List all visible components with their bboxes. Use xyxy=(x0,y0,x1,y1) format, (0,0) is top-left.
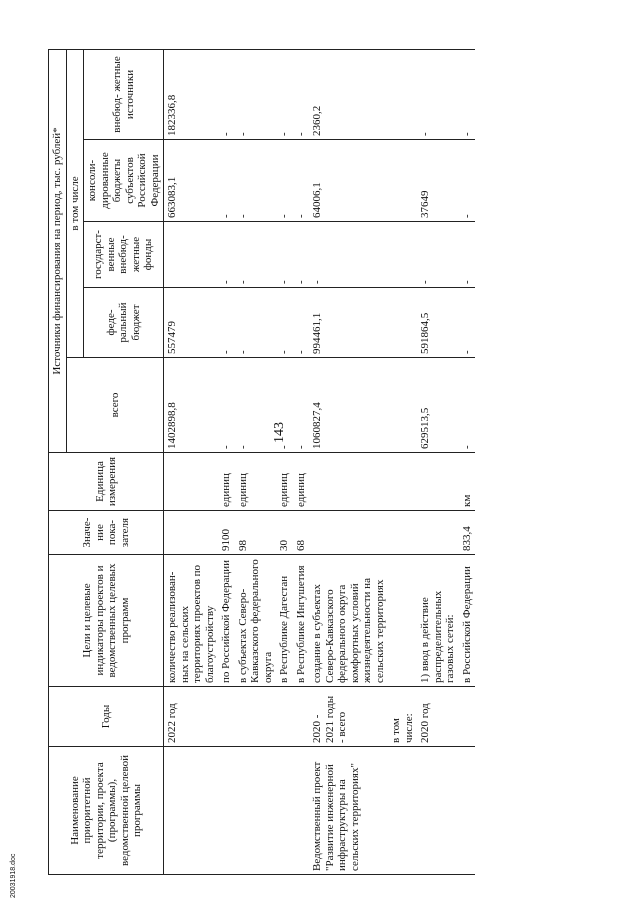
cell-value xyxy=(309,511,388,555)
header-years: Годы xyxy=(49,687,164,747)
cell-name xyxy=(235,747,277,875)
cell-goal: 1) ввод в действие распределительных газовых сетей: xyxy=(417,555,459,687)
cell-extra: - xyxy=(235,49,277,139)
cell-extra: - xyxy=(293,49,310,139)
cell-years: 2020 - 2021 годы - всего xyxy=(309,687,388,747)
cell-federal: 994461,1 xyxy=(309,288,388,358)
cell-name xyxy=(459,747,476,875)
cell-value xyxy=(388,511,417,555)
table-row xyxy=(276,49,293,874)
cell-years: 2020 год xyxy=(417,687,459,747)
header-goals: Цели и целевые индикаторы проектов и ведомственных целевых программ xyxy=(49,555,164,687)
cell-federal: - xyxy=(293,288,310,358)
cell-value: 98 xyxy=(235,511,277,555)
header-federal: феде- ральный бюджет xyxy=(84,288,164,358)
table-row xyxy=(459,49,476,874)
cell-years: в том числе: xyxy=(388,687,417,747)
cell-state-funds xyxy=(388,222,417,288)
header-sources: Источники финансирования на период, тыс. рублей* xyxy=(49,49,67,452)
table-row xyxy=(293,49,310,874)
table-row xyxy=(309,49,388,874)
cell-total: - xyxy=(293,358,310,453)
header-unit: Единица измерения xyxy=(49,453,164,511)
header-total: всего xyxy=(66,358,164,453)
cell-extra: - xyxy=(417,49,459,139)
table-row xyxy=(218,49,235,874)
cell-consolidated: - xyxy=(218,140,235,222)
cell-consolidated: - xyxy=(459,140,476,222)
cell-total: - xyxy=(459,358,476,453)
cell-unit xyxy=(309,453,388,511)
cell-goal: количество реализован- ных на сельских территориях проектов по благоустройству xyxy=(164,555,219,687)
cell-value: 68 xyxy=(293,511,310,555)
cell-unit: единиц xyxy=(293,453,310,511)
cell-years xyxy=(293,687,310,747)
cell-total: 629513,5 xyxy=(417,358,459,453)
page-number: 143 xyxy=(272,422,287,443)
cell-extra: - xyxy=(276,49,293,139)
cell-extra: 2360,2 xyxy=(309,49,388,139)
cell-state-funds: - xyxy=(235,222,277,288)
cell-state-funds: - xyxy=(459,222,476,288)
cell-goal: в Республике Дагестан xyxy=(276,555,293,687)
cell-state-funds: - xyxy=(309,222,388,288)
cell-total: - xyxy=(218,358,235,453)
cell-name xyxy=(276,747,293,875)
financing-table xyxy=(48,49,475,875)
cell-unit: единиц xyxy=(235,453,277,511)
header-consolidated: консоли- дированные бюджеты субъектов Российской Федерации xyxy=(84,140,164,222)
cell-state-funds: - xyxy=(293,222,310,288)
cell-state-funds: - xyxy=(276,222,293,288)
cell-total: 1402898,8 xyxy=(164,358,219,453)
table-body xyxy=(164,49,476,874)
cell-goal xyxy=(388,555,417,687)
cell-federal: - xyxy=(276,288,293,358)
cell-federal: 591864,5 xyxy=(417,288,459,358)
cell-unit xyxy=(417,453,459,511)
cell-total: - xyxy=(276,358,293,453)
cell-federal: - xyxy=(459,288,476,358)
cell-years: 2022 год xyxy=(164,687,219,747)
cell-extra: - xyxy=(459,49,476,139)
rotated-table-container xyxy=(48,50,628,875)
cell-years xyxy=(459,687,476,747)
cell-consolidated: - xyxy=(293,140,310,222)
cell-consolidated: - xyxy=(235,140,277,222)
cell-years xyxy=(218,687,235,747)
cell-value: 30 xyxy=(276,511,293,555)
cell-total: - xyxy=(235,358,277,453)
cell-extra: - xyxy=(218,49,235,139)
cell-goal: по Российской Федерации xyxy=(218,555,235,687)
header-state-funds: государст- венные внебюд- жетные фонды xyxy=(84,222,164,288)
cell-goal: в Республике Ингушетия xyxy=(293,555,310,687)
cell-name xyxy=(388,747,417,875)
cell-consolidated: 64006,1 xyxy=(309,140,388,222)
cell-total xyxy=(388,358,417,453)
document-code: 20031918.doc xyxy=(10,853,17,898)
cell-federal: - xyxy=(235,288,277,358)
cell-name xyxy=(417,747,459,875)
cell-name xyxy=(218,747,235,875)
header-including: в том числе xyxy=(66,49,84,357)
cell-unit: единиц xyxy=(276,453,293,511)
cell-goal: в Российской Федерации xyxy=(459,555,476,687)
cell-years xyxy=(276,687,293,747)
cell-consolidated: 37649 xyxy=(417,140,459,222)
table-row xyxy=(235,49,277,874)
cell-value: 833,4 xyxy=(459,511,476,555)
cell-unit: единиц xyxy=(218,453,235,511)
cell-unit xyxy=(164,453,219,511)
cell-name: Ведомственный проект "Развитие инженерной инфраструктуры на сельских территориях" xyxy=(309,747,388,875)
cell-total: 1060827,4 xyxy=(309,358,388,453)
cell-extra: 182336,8 xyxy=(164,49,219,139)
cell-unit: км xyxy=(459,453,476,511)
header-name: Наименование приоритетной территории, проекта (программы), ведомственной целевой программы xyxy=(49,747,164,875)
cell-federal: 557479 xyxy=(164,288,219,358)
cell-federal xyxy=(388,288,417,358)
header-value: Значе- ние пока- зателя xyxy=(49,511,164,555)
cell-consolidated xyxy=(388,140,417,222)
cell-federal: - xyxy=(218,288,235,358)
table-row xyxy=(388,49,417,874)
header-extrabudget: внебюд- жетные источники xyxy=(84,49,164,139)
cell-years xyxy=(235,687,277,747)
cell-state-funds: - xyxy=(417,222,459,288)
cell-goal: в субъектах Северо- Кавказского федерального округа xyxy=(235,555,277,687)
cell-value xyxy=(417,511,459,555)
cell-extra xyxy=(388,49,417,139)
cell-consolidated: 663083,1 xyxy=(164,140,219,222)
table-row xyxy=(417,49,459,874)
cell-name xyxy=(293,747,310,875)
cell-value: 9100 xyxy=(218,511,235,555)
table-row xyxy=(164,49,219,874)
cell-consolidated: - xyxy=(276,140,293,222)
cell-value xyxy=(164,511,219,555)
cell-unit xyxy=(388,453,417,511)
cell-state-funds xyxy=(164,222,219,288)
cell-state-funds: - xyxy=(218,222,235,288)
cell-goal: создание в субъектах Северо-Кавказского федерального округа комфортных условий жизнедеятельности на сельских территориях xyxy=(309,555,388,687)
cell-name xyxy=(164,747,219,875)
